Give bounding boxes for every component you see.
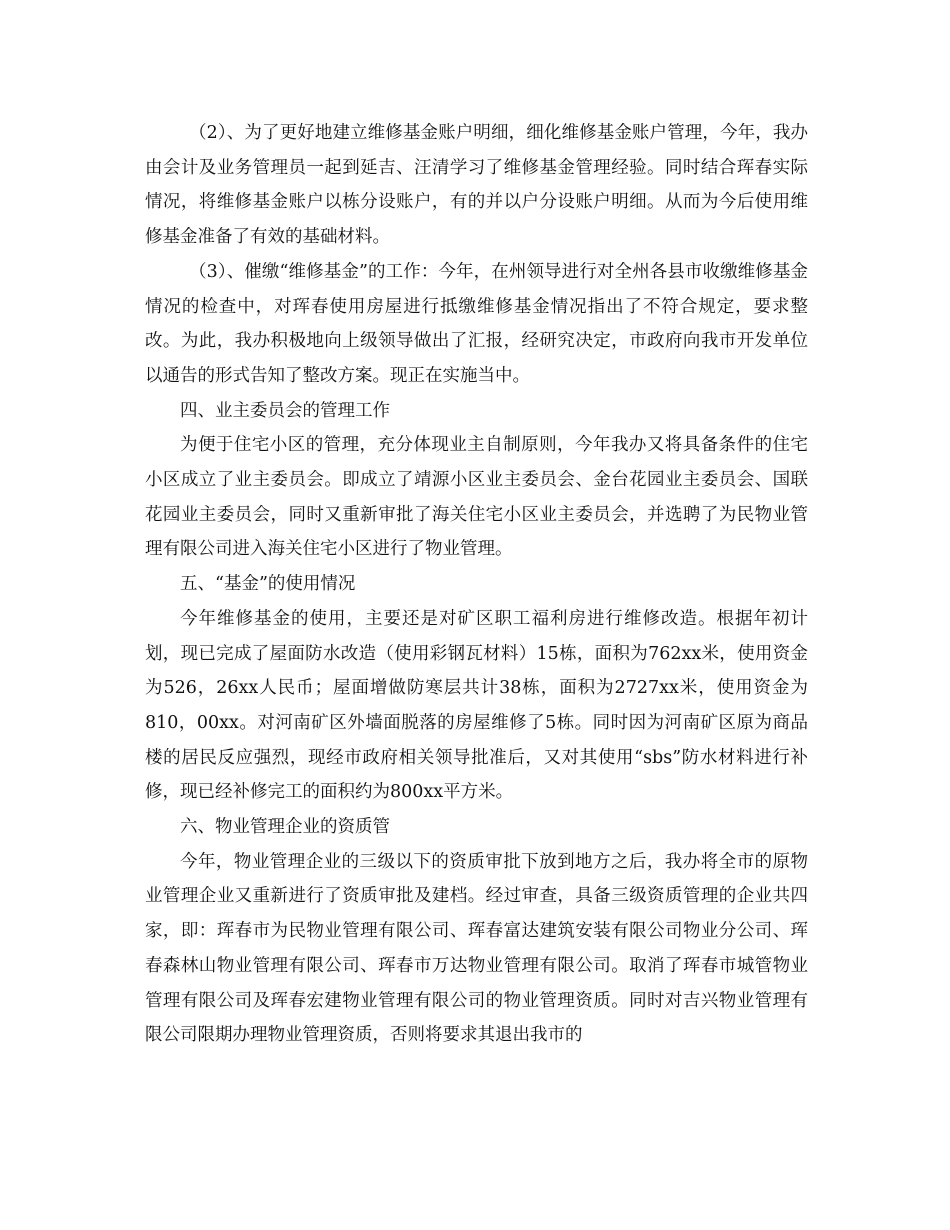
paragraph-maintenance-fund-accounts: （2）、为了更好地建立维修基金账户明细，细化维修基金账户管理，今年，我办由会计及业务管理员一起到延吉、汪清学习了维修基金管理经验。同时结合珲春实际情况，将维修基金账户以栋分设账户，有的并以户分设账户明细。从而为今后使用维修基金准备了有效的基础材料。: [145, 123, 808, 248]
section-heading-owners-committee: 四、业主委员会的管理工作: [180, 400, 390, 421]
paragraph-fund-usage: 今年维修基金的使用，主要还是对矿区职工福利房进行维修改造。根据年初计划，现已完成了屋面防水改造（使用彩钢瓦材料）15栋，面积为762xx米，使用资金为526，26xx人民币；屋面增做防寒层共计38栋，面积为2727xx米，使用资金为810，00xx。对河南矿区外墙面脱落的房屋维修了5栋。同时因为河南矿区原为商品楼的居民反应强烈，现经市政府相关领导批准后，又对其使用“sbs”防水材料进行补修，现已经补修完工的面积约为800xx平方米。: [145, 608, 808, 803]
section-heading-qualification: 六、物业管理企业的资质管: [180, 817, 390, 838]
paragraph-owners-committee: 为便于住宅小区的管理，充分体现业主自制原则，今年我办又将具备条件的住宅小区成立了业主委员会。即成立了靖源小区业主委员会、金台花园业主委员会、国联花园业主委员会，同时又重新审批了海关住宅小区业主委员会，并选聘了为民物业管理有限公司进入海关住宅小区进行了物业管理。: [145, 435, 808, 560]
paragraph-qualification: 今年，物业管理企业的三级以下的资质审批下放到地方之后，我办将全市的原物业管理企业又重新进行了资质审批及建档。经过审查，具备三级资质管理的企业共四家，即：珲春市为民物业管理有限公司、珲春富达建筑安装有限公司物业分公司、珲春森林山物业管理有限公司、珲春市万达物业管理有限公司。取消了珲春市城管物业管理有限公司及珲春宏建物业管理有限公司的物业管理资质。同时对吉兴物业管理有限公司限期办理物业管理资质，否则将要求其退出我市的: [145, 851, 808, 1046]
document-body: [145, 116, 808, 1053]
section-heading-fund-usage: 五、“基金”的使用情况: [180, 574, 356, 595]
paragraph-fund-collection: （3）、催缴“维修基金”的工作：今年，在州领导进行对全州各县市收缴维修基金情况的检查中，对珲春使用房屋进行抵缴维修基金情况指出了不符合规定，要求整改。为此，我办积极地向上级领导做出了汇报，经研究决定，市政府向我市开发单位以通告的形式告知了整改方案。现正在实施当中。: [145, 261, 808, 386]
